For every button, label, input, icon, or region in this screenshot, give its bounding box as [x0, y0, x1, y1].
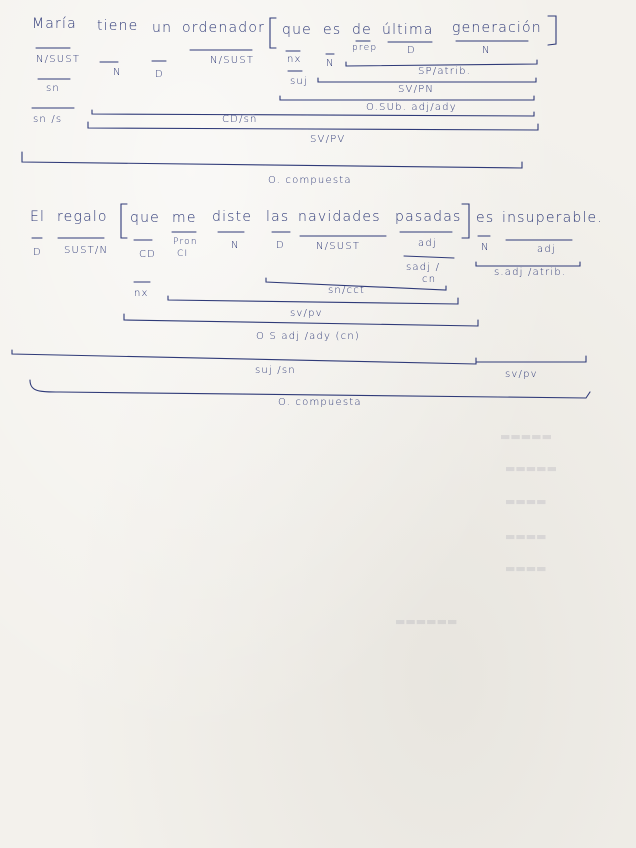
bracket-sv-pv	[168, 296, 458, 304]
word-navidades: navidades	[298, 209, 381, 225]
bleed-through-mark: ▬▬▬▬▬	[500, 430, 552, 443]
tag-n: N	[113, 67, 122, 78]
tag-d: D	[33, 247, 42, 258]
bracket-o-sub	[280, 96, 534, 100]
tag-o-compuesta: O. compuesta	[268, 175, 352, 186]
word-tiene: tiene	[97, 18, 139, 34]
tag-cd-sn: CD/sn	[222, 114, 258, 125]
bracket-sp-atrib	[346, 60, 537, 66]
subordinate-close-bracket	[548, 16, 556, 45]
word-ultima: última	[382, 22, 434, 38]
tag-suj-sn: suj /sn	[255, 365, 296, 376]
tag-nx: nx	[287, 54, 302, 65]
tag-n-sust: N/SUST	[316, 241, 361, 252]
word-generacion: generación	[452, 20, 542, 36]
tag-n-3: N	[482, 45, 491, 56]
tag-sust-n: SUST/N	[64, 245, 109, 256]
tag-sn: sn	[46, 83, 60, 94]
word-que: que	[282, 22, 312, 38]
tag-n-sust: N/SUST	[36, 54, 81, 65]
bracket-cd-sn	[92, 110, 534, 116]
underline-mark	[404, 256, 454, 258]
word-me: me	[172, 210, 197, 226]
tag-sn-cct: sn/cct	[328, 285, 366, 296]
tag-sp-atrib: SP/atrib.	[418, 66, 472, 77]
bleed-through-mark: ▬▬▬▬▬	[505, 462, 557, 475]
bleed-through-mark: ▬▬▬▬▬▬	[395, 615, 458, 628]
tag-n-2: N	[326, 58, 335, 69]
word-un: un	[152, 20, 173, 36]
tag-n-sust-2: N/SUST	[210, 55, 255, 66]
tag-d-2: D	[407, 45, 416, 56]
word-regalo: regalo	[57, 209, 108, 225]
tag-d-2: D	[276, 240, 285, 251]
bracket-sv-pv	[88, 122, 538, 130]
word-que: que	[130, 210, 160, 226]
subordinate-close-bracket	[462, 204, 469, 238]
tag-prep: prep	[352, 43, 378, 53]
tag-d: D	[155, 69, 164, 80]
tag-nx: nx	[134, 288, 149, 299]
word-diste: diste	[212, 209, 253, 225]
word-el: El	[30, 209, 46, 225]
bracket-o-compuesta	[22, 152, 522, 168]
tag-sv-pn: SV/PN	[398, 84, 435, 95]
word-pasadas: pasadas	[395, 209, 462, 225]
tag-o-compuesta: O. compuesta	[278, 397, 362, 408]
tag-cd: CD	[139, 249, 157, 260]
bracket-o-sadj	[124, 314, 478, 326]
tag-n: N	[231, 240, 240, 251]
tag-sn-s: sn /s	[33, 114, 63, 125]
tag-adj: adj	[418, 238, 437, 249]
word-es: es	[476, 210, 495, 226]
tag-cn: cn	[422, 274, 437, 285]
tag-ci: CI	[177, 249, 189, 259]
tag-sadj-atrib: s.adj /atrib.	[494, 267, 567, 278]
tag-sv-pv-2: sv/pv	[505, 369, 538, 380]
bracket-sn-cct	[266, 278, 446, 290]
subordinate-open-bracket	[270, 18, 276, 48]
bleed-through-mark: ▬▬▬▬	[505, 562, 547, 575]
word-de: de	[352, 22, 372, 38]
bracket-o-compuesta	[30, 380, 590, 398]
word-ordenador: ordenador	[182, 20, 266, 36]
bracket-sadj-atrib	[476, 262, 580, 266]
tag-n-2: N	[481, 242, 490, 253]
word-es: es	[323, 22, 342, 38]
bracket-sv-pv-2	[476, 356, 586, 362]
word-insuperable: insuperable.	[502, 210, 604, 226]
subordinate-open-bracket	[121, 204, 127, 238]
tag-adj-2: adj	[537, 244, 556, 255]
word-maria: María	[32, 16, 77, 32]
tag-o-sadj: O S adj /ady (cn)	[256, 331, 360, 342]
tag-sadj: sadj /	[406, 262, 441, 273]
bracket-suj-sn	[12, 350, 476, 364]
bleed-through-mark: ▬▬▬▬	[505, 495, 547, 508]
tag-o-sub: O.SUb. adj/ady	[366, 102, 457, 113]
bracket-sv-pn	[318, 78, 536, 82]
bleed-through-mark: ▬▬▬▬	[505, 530, 547, 543]
tag-suj: suj	[290, 76, 308, 87]
tag-sv-pv: sv/pv	[290, 308, 323, 319]
tag-sv-pv: SV/PV	[310, 134, 346, 145]
tag-pron: Pron	[173, 237, 198, 247]
word-las: las	[266, 209, 290, 225]
